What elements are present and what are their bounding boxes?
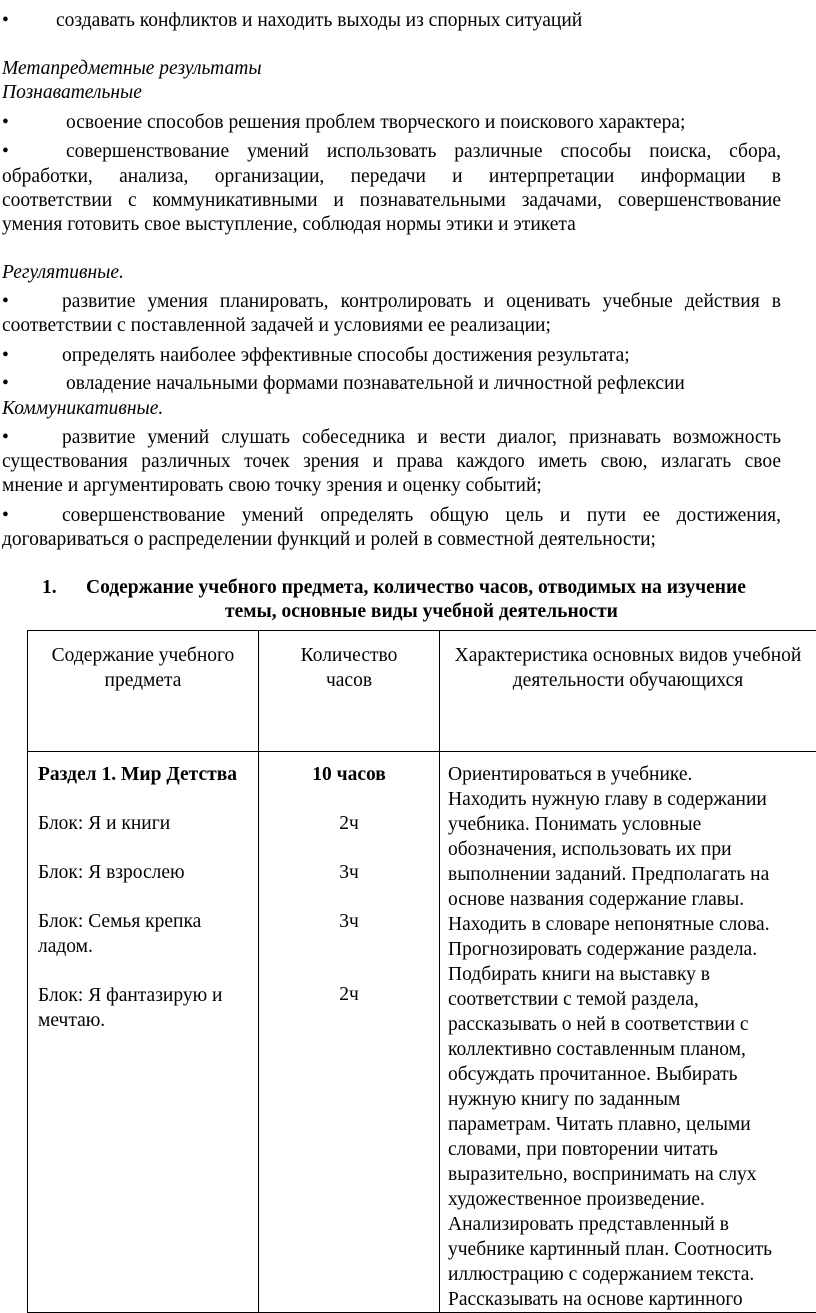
block-hours: 3ч <box>259 860 439 885</box>
regulatory-bullet-3: овладение начальными формами познавательной и личностной рефлексии <box>66 371 786 396</box>
activity-line: Прогнозировать содержание раздела. <box>448 937 810 962</box>
bullet-icon: • <box>2 425 9 450</box>
activity-list <box>448 762 810 1312</box>
content-cell <box>28 752 259 1313</box>
activity-line: иллюстрацию с содержанием текста. <box>448 1262 810 1287</box>
activity-line: Ориентироваться в учебнике. <box>448 762 810 787</box>
activity-line: рассказывать о ней в соответствии с <box>448 1012 810 1037</box>
bullet-icon: • <box>2 139 9 164</box>
regulatory-bullet-2: определять наиболее эффективные способы достижения результата; <box>62 343 782 368</box>
activity-line: соответствии с темой раздела, <box>448 987 810 1012</box>
section-title-line-2: темы, основные виды учебной деятельности <box>225 599 618 624</box>
header-activities-text: Характеристика основных видов учебной деятельности обучающихся <box>440 643 816 693</box>
block-name: Блок: Я фантазирую и мечтаю. <box>38 983 248 1033</box>
header-hours <box>259 631 440 752</box>
communicative-bullet-2-line-2: договариваться о распределении функций и ролей в совместной деятельности; <box>2 527 781 552</box>
cognitive-bullet-2-line-3: соответствии с коммуникативными и познавательными задачами, совершенствование <box>2 188 781 213</box>
activity-line: коллективно составленным планом, <box>448 1037 810 1062</box>
bullet-icon: • <box>2 289 9 314</box>
activity-line: выполнении заданий. Предполагать на <box>448 862 810 887</box>
activities-cell <box>440 752 816 1313</box>
table-header-row <box>28 631 816 752</box>
bullet-icon: • <box>2 503 9 528</box>
activity-line: учебника. Понимать условные <box>448 812 810 837</box>
activity-line: выразительно, воспринимать на слух <box>448 1162 810 1187</box>
communicative-bullet-1-line-2: существования различных точек зрения и права каждого иметь свою, излагать свое <box>2 449 781 474</box>
bullet-icon: • <box>2 343 9 368</box>
regulatory-bullet-1-line-1: развитие умения планировать, контролировать и оценивать учебные действия в <box>62 289 781 314</box>
intro-bullet-text: создавать конфликтов и находить выходы из спорных ситуаций <box>56 8 796 33</box>
communicative-bullet-2-line-1: совершенствование умений определять общую цель и пути ее достижения, <box>62 503 781 528</box>
cognitive-bullet-1: освоение способов решения проблем творческого и поискового характера; <box>66 110 786 135</box>
table-row <box>28 752 816 1313</box>
block-hours: 2ч <box>259 982 439 1007</box>
cognitive-bullet-2-line-1: совершенствование умений использовать различные способы поиска, сбора, <box>66 139 781 164</box>
section-hours: 10 часов <box>259 762 439 787</box>
activity-line: параметрам. Читать плавно, целыми <box>448 1112 810 1137</box>
header-activities <box>440 631 816 752</box>
activity-line: обсуждать прочитанное. Выбирать <box>448 1062 810 1087</box>
activity-line: Находить в словаре непонятные слова. <box>448 912 810 937</box>
block-name: Блок: Я взрослею <box>38 860 254 885</box>
block-hours: 3ч <box>259 909 439 934</box>
activity-line: основе названия содержание главы. <box>448 887 810 912</box>
bullet-icon: • <box>2 371 9 396</box>
communicative-title: Коммуникативные. <box>2 396 781 421</box>
content-table <box>27 630 816 1313</box>
communicative-bullet-1-line-3: мнение и аргументировать свою точку зрения и оценку событий; <box>2 473 781 498</box>
bullet-icon: • <box>2 8 9 33</box>
activity-line: Анализировать представленный в <box>448 1212 810 1237</box>
activity-line: художественное произведение. <box>448 1187 810 1212</box>
block-name: Блок: Семья крепка ладом. <box>38 909 228 959</box>
bullet-icon: • <box>2 110 9 135</box>
block-name: Блок: Я и книги <box>38 811 254 836</box>
activity-line: обозначения, использовать их при <box>448 837 810 862</box>
activity-line: Находить нужную главу в содержании <box>448 787 810 812</box>
cognitive-title: Познавательные <box>2 80 781 105</box>
regulatory-title: Регулятивные. <box>2 260 781 285</box>
hours-cell <box>259 752 440 1313</box>
communicative-bullet-1-line-1: развитие умений слушать собеседника и вести диалог, признавать возможность <box>62 425 781 450</box>
header-hours-text: Количество часов <box>259 643 439 693</box>
section-title-cell: Раздел 1. Мир Детства <box>38 762 254 787</box>
section-title-line-1: Содержание учебного предмета, количество часов, отводимых на изучение <box>86 575 746 600</box>
activity-line: нужную книгу по заданным <box>448 1087 810 1112</box>
section-number: 1. <box>42 575 57 600</box>
regulatory-bullet-1-line-2: соответствии с поставленной задачей и условиями ее реализации; <box>2 313 781 338</box>
header-content: Содержание учебного предмета <box>28 631 259 752</box>
activity-line: учебнике картинный план. Соотносить <box>448 1237 810 1262</box>
cognitive-bullet-2-line-2: обработки, анализа, организации, передачи и интерпретации информации в <box>2 164 781 189</box>
cognitive-bullet-2-line-4: умения готовить свое выступление, соблюдая нормы этики и этикета <box>2 212 781 237</box>
activity-line: словами, при повторении читать <box>448 1137 810 1162</box>
activity-line: Подбирать книги на выставку в <box>448 962 810 987</box>
block-hours: 2ч <box>259 811 439 836</box>
activity-line: Рассказывать на основе картинного <box>448 1287 810 1312</box>
meta-results-title: Метапредметные результаты <box>2 56 781 81</box>
